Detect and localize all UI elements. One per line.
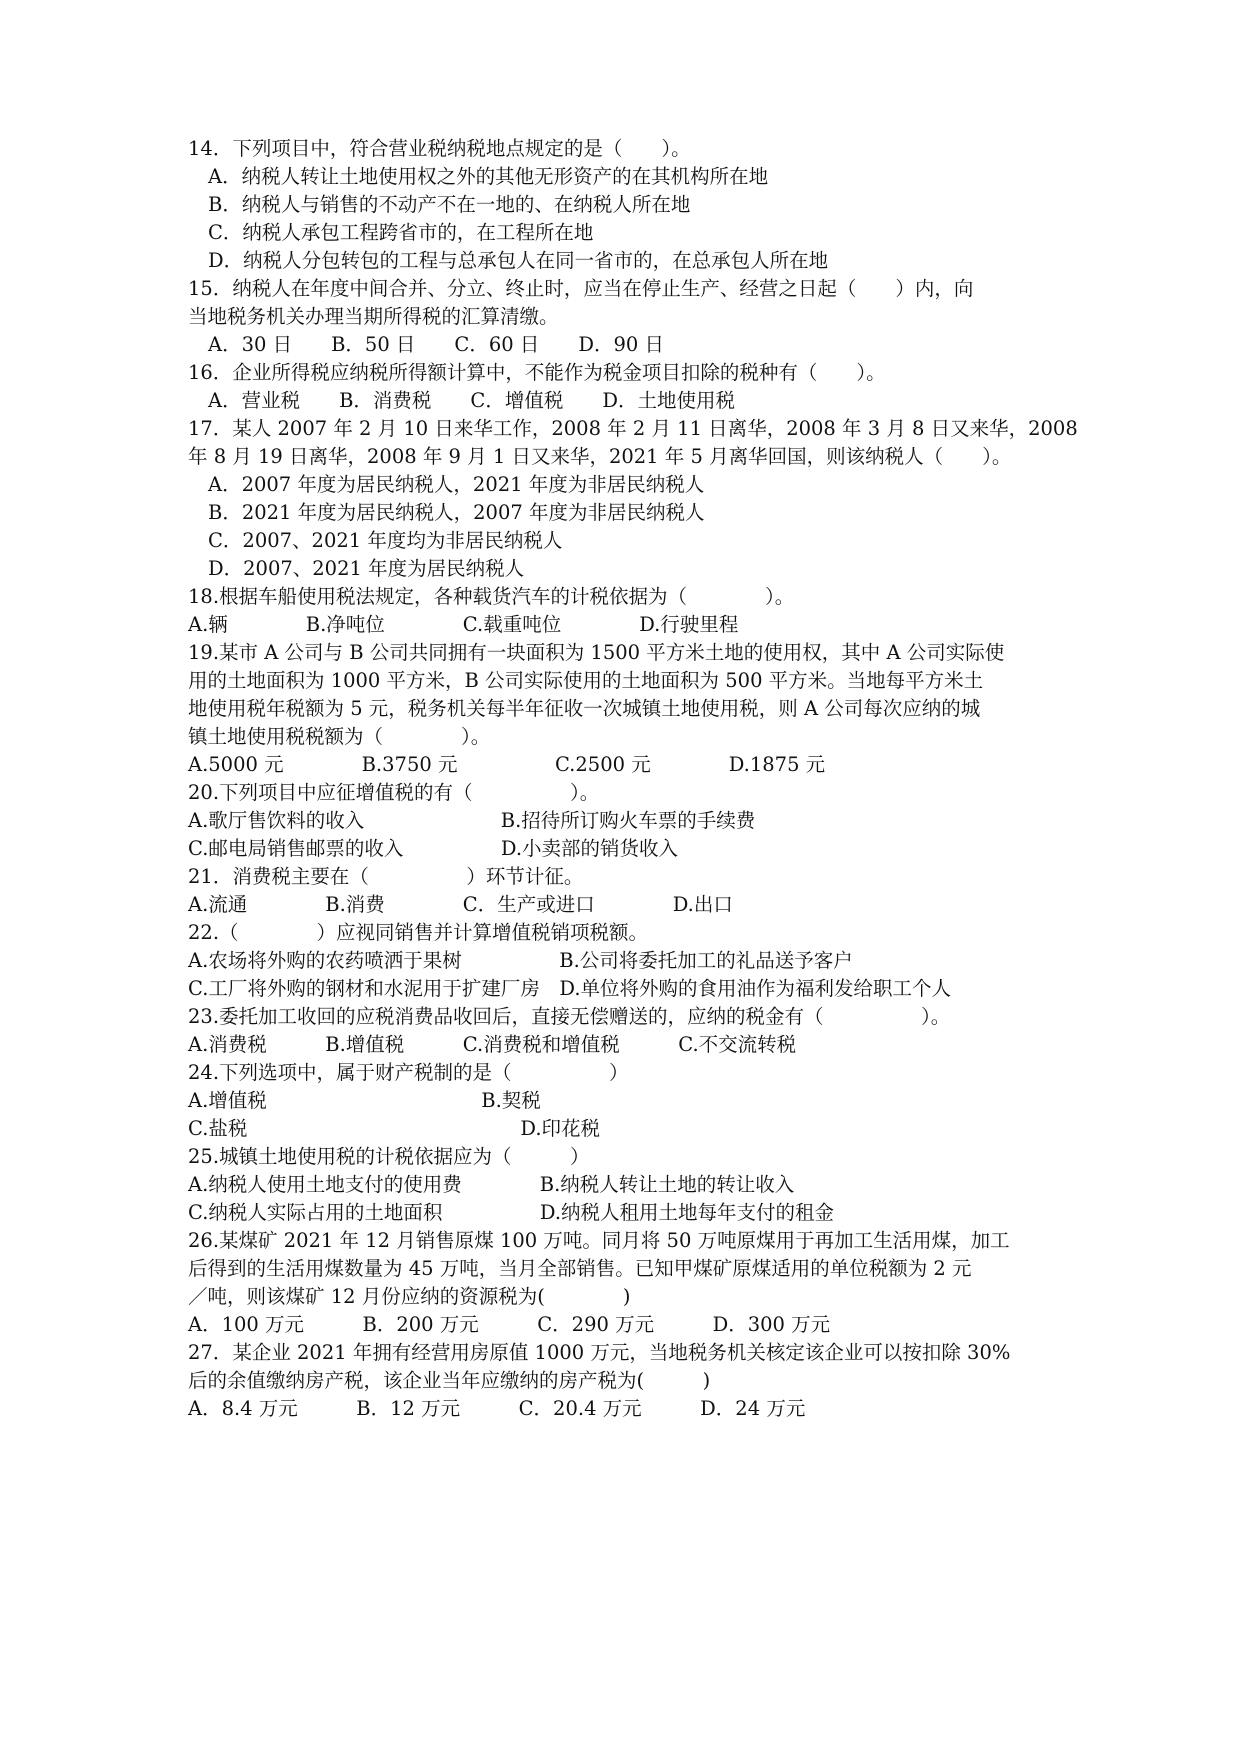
option-14-b: B．纳税人与销售的不动产不在一地的、在纳税人所在地 <box>208 193 691 216</box>
option-17-c: C．2007、2021 年度均为非居民纳税人 <box>208 529 563 552</box>
question-19-cont-1: 用的土地面积为 1000 平方米，B 公司实际使用的土地面积为 500 平方米。当地每平方米土 <box>188 669 984 692</box>
options-20-ab: A.歌厅售饮料的收入 B.招待所订购火车票的手续费 <box>188 809 756 832</box>
question-27: 27．某企业 2021 年拥有经营用房原值 1000 万元，当地税务机关核定该企业可以按扣除 30% <box>188 1341 1011 1364</box>
question-20: 20.下列项目中应征增值税的有（ ）。 <box>188 781 600 804</box>
options-15: A．30 日 B．50 日 C．60 日 D．90 日 <box>208 333 665 356</box>
options-22-ab: A.农场将外购的农药喷洒于果树 B.公司将委托加工的礼品送予客户 <box>188 949 853 972</box>
question-16: 16．企业所得税应纳税所得额计算中，不能作为税金项目扣除的税种有（ ）。 <box>188 361 886 384</box>
option-14-a: A．纳税人转让土地使用权之外的其他无形资产的在其机构所在地 <box>208 165 769 188</box>
options-19: A.5000 元 B.3750 元 C.2500 元 D.1875 元 <box>188 753 826 776</box>
question-15: 15．纳税人在年度中间合并、分立、终止时，应当在停止生产、经营之日起（ ）内，向 <box>188 277 974 300</box>
options-24-cd: C.盐税 D.印花税 <box>188 1117 601 1140</box>
question-26: 26.某煤矿 2021 年 12 月销售原煤 100 万吨。同月将 50 万吨原煤用于再加工生活用煤，加工 <box>188 1229 1010 1252</box>
question-25: 25.城镇土地使用税的计税依据应为（ ） <box>188 1145 590 1168</box>
options-26: A．100 万元 B．200 万元 C．290 万元 D．300 万元 <box>188 1313 831 1336</box>
options-22-cd: C.工厂将外购的钢材和水泥用于扩建厂房 D.单位将外购的食用油作为福利发给职工个人 <box>188 977 952 1000</box>
option-17-a: A．2007 年度为居民纳税人，2021 年度为非居民纳税人 <box>208 473 705 496</box>
question-17-cont: 年 8 月 19 日离华，2008 年 9 月 1 日又来华，2021 年 5 月离华回国，则该纳税人（ ）。 <box>188 445 1012 468</box>
options-25-cd: C.纳税人实际占用的土地面积 D.纳税人租用土地每年支付的租金 <box>188 1201 835 1224</box>
question-26-cont-2: ／吨，则该煤矿 12 月份应纳的资源税为( ) <box>188 1285 631 1308</box>
option-17-b: B．2021 年度为居民纳税人，2007 年度为非居民纳税人 <box>208 501 705 524</box>
question-15-cont: 当地税务机关办理当期所得税的汇算清缴。 <box>188 305 559 328</box>
question-19: 19.某市 A 公司与 B 公司共同拥有一块面积为 1500 平方米土地的使用权，其中 A 公司实际使 <box>188 641 1005 664</box>
question-17: 17．某人 2007 年 2 月 10 日来华工作，2008 年 2 月 11 日离华，2008 年 3 月 8 日又来华，2008 <box>188 417 1078 440</box>
question-26-cont-1: 后得到的生活用煤数量为 45 万吨，当月全部销售。已知甲煤矿原煤适用的单位税额为 2 元 <box>188 1257 972 1280</box>
question-14: 14．下列项目中，符合营业税纳税地点规定的是（ ）。 <box>188 137 691 160</box>
options-20-cd: C.邮电局销售邮票的收入 D.小卖部的销货收入 <box>188 837 679 860</box>
question-19-cont-2: 地使用税年税额为 5 元，税务机关每半年征收一次城镇土地使用税，则 A 公司每次应纳的城 <box>188 697 981 720</box>
question-22: 22.（ ）应视同销售并计算增值税销项税额。 <box>188 921 649 944</box>
options-21: A.流通 B.消费 C．生产或进口 D.出口 <box>188 893 733 916</box>
question-24: 24.下列选项中，属于财产税制的是（ ） <box>188 1061 629 1084</box>
question-27-cont: 后的余值缴纳房产税，该企业当年应缴纳的房产税为( ) <box>188 1369 711 1392</box>
options-18: A.辆 B.净吨位 C.载重吨位 D.行驶里程 <box>188 613 739 636</box>
option-14-d: D．纳税人分包转包的工程与总承包人在同一省市的，在总承包人所在地 <box>208 249 829 272</box>
options-27: A．8.4 万元 B．12 万元 C．20.4 万元 D．24 万元 <box>188 1397 806 1420</box>
question-21: 21．消费税主要在（ ）环节计征。 <box>188 865 584 888</box>
option-14-c: C．纳税人承包工程跨省市的，在工程所在地 <box>208 221 594 244</box>
question-18: 18.根据车船使用税法规定，各种载货汽车的计税依据为（ ）。 <box>188 585 795 608</box>
question-23: 23.委托加工收回的应税消费品收回后，直接无偿赠送的，应纳的税金有（ ）。 <box>188 1005 951 1028</box>
option-17-d: D．2007、2021 年度为居民纳税人 <box>208 557 525 580</box>
options-23: A.消费税 B.增值税 C.消费税和增值税 C.不交流转税 <box>188 1033 797 1056</box>
options-25-ab: A.纳税人使用土地支付的使用费 B.纳税人转让土地的转让收入 <box>188 1173 795 1196</box>
question-19-cont-3: 镇土地使用税税额为（ ）。 <box>188 725 491 748</box>
options-16: A．营业税 B．消费税 C．增值税 D．土地使用税 <box>208 389 735 412</box>
options-24-ab: A.增值税 B.契税 <box>188 1089 541 1112</box>
